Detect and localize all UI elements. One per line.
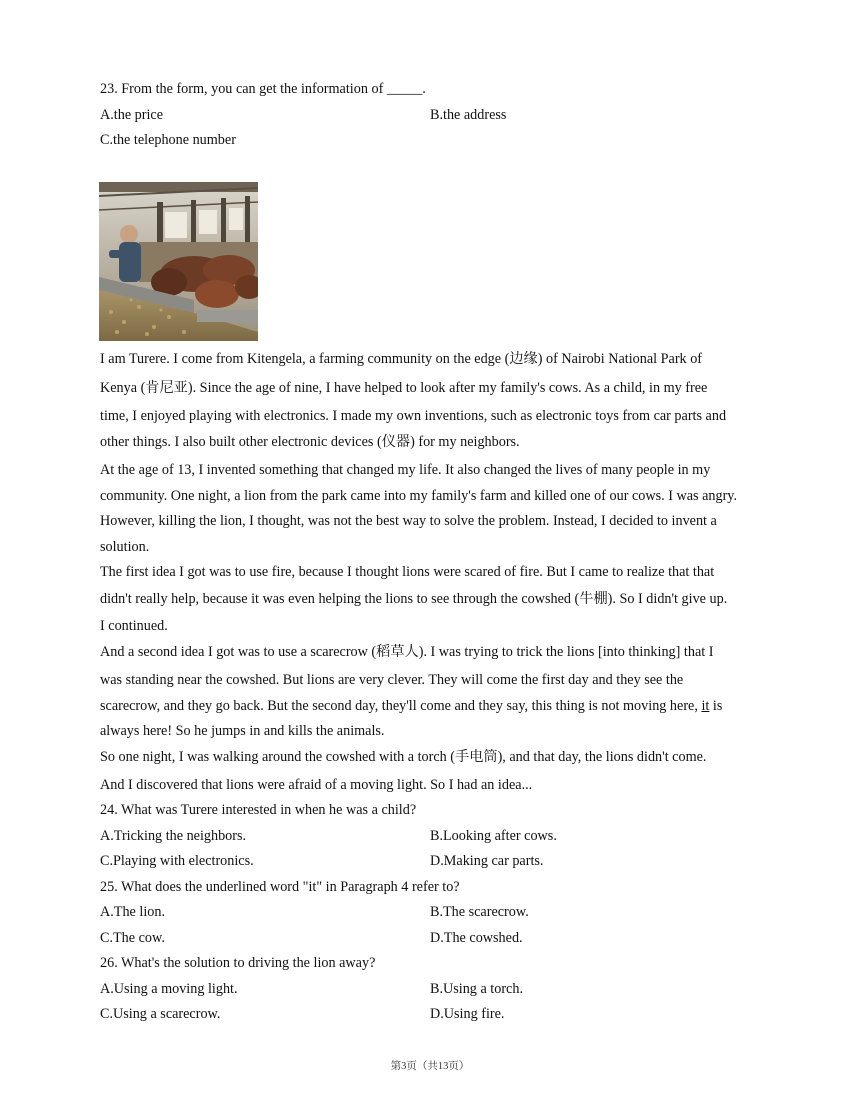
- q24-option-a: A.Tricking the neighbors.: [100, 828, 247, 844]
- q26-option-a: A.Using a moving light.: [100, 981, 238, 997]
- passage-p1-line-4: other things. I also built other electronic devices (仪器) for my neighbors.: [100, 434, 520, 450]
- q24-option-b: B.Looking after cows.: [430, 828, 557, 844]
- q26-option-b: B.Using a torch.: [430, 981, 523, 997]
- q23-stem: 23. From the form, you can get the information of _____.: [100, 81, 426, 97]
- passage-p4-line-3-tail: is: [712, 698, 723, 714]
- q25-stem: 25. What does the underlined word "it" in Paragraph 4 refer to?: [100, 879, 460, 895]
- passage-p3-line-2: didn't really help, because it was even helping the lions to see through the cowshed (牛棚). So I didn't give up.: [100, 591, 728, 607]
- passage-p1-line-2: Kenya (肯尼亚). Since the age of nine, I have helped to look after my family's cows. As a child, in my free: [100, 380, 708, 396]
- q24-option-d: D.Making car parts.: [430, 853, 544, 869]
- passage-p2-line-2: community. One night, a lion from the park came into my family's farm and killed one of our cows. I was angry.: [100, 488, 738, 504]
- page-footer: 第3页（共13页）: [390, 1061, 470, 1072]
- passage-p4-line-4: always here! So he jumps in and kills the animals.: [100, 723, 385, 739]
- q26-stem: 26. What's the solution to driving the lion away?: [100, 955, 376, 971]
- passage-p2-line-4: solution.: [100, 539, 150, 555]
- q25-option-d: D.The cowshed.: [430, 930, 523, 946]
- q23-option-c: C.the telephone number: [100, 132, 236, 148]
- farmer-cowshed-photo: [99, 182, 258, 341]
- passage-p4-line-3: [100, 697, 722, 715]
- q24-stem: 24. What was Turere interested in when he was a child?: [100, 802, 417, 818]
- q23-option-b: B.the address: [430, 107, 507, 123]
- passage-p3-line-1: The first idea I got was to use fire, because I thought lions were scared of fire. But I came to realize that that: [100, 564, 715, 580]
- passage-p4-line-3-text: scarecrow, and they go back. But the second day, they'll come and they say, this thing is not moving here,: [100, 698, 698, 714]
- q26-option-d: D.Using fire.: [430, 1006, 505, 1022]
- passage-p2-line-3: However, killing the lion, I thought, was not the best way to solve the problem. Instead, I decided to invent a: [100, 513, 717, 529]
- passage-p5-line-1: So one night, I was walking around the cowshed with a torch (手电筒), and that day, the lions didn't come.: [100, 749, 707, 765]
- passage-p5-line-2: And I discovered that lions were afraid of a moving light. So I had an idea...: [100, 777, 533, 793]
- passage-p3-line-3: I continued.: [100, 618, 168, 634]
- q23-option-a: A.the price: [100, 107, 164, 123]
- q25-option-a: A.The lion.: [100, 904, 166, 920]
- passage-p4-line-1: And a second idea I got was to use a scarecrow (稻草人). I was trying to trick the lions [into thinking] that I: [100, 644, 714, 660]
- passage-p1-line-3: time, I enjoyed playing with electronics. I made my own inventions, such as electronic toys from car parts and: [100, 408, 727, 424]
- q25-option-b: B.The scarecrow.: [430, 904, 529, 920]
- underlined-word-it: it: [701, 698, 710, 714]
- q26-option-c: C.Using a scarecrow.: [100, 1006, 221, 1022]
- passage-p1-line-1: I am Turere. I come from Kitengela, a farming community on the edge (边缘) of Nairobi National Park of: [100, 351, 703, 367]
- passage-p2-line-1: At the age of 13, I invented something that changed my life. It also changed the lives of many people in my: [100, 462, 711, 478]
- passage-p4-line-2: was standing near the cowshed. But lions are very clever. They will come the first day and they see the: [100, 672, 684, 688]
- q25-option-c: C.The cow.: [100, 930, 165, 946]
- q24-option-c: C.Playing with electronics.: [100, 853, 254, 869]
